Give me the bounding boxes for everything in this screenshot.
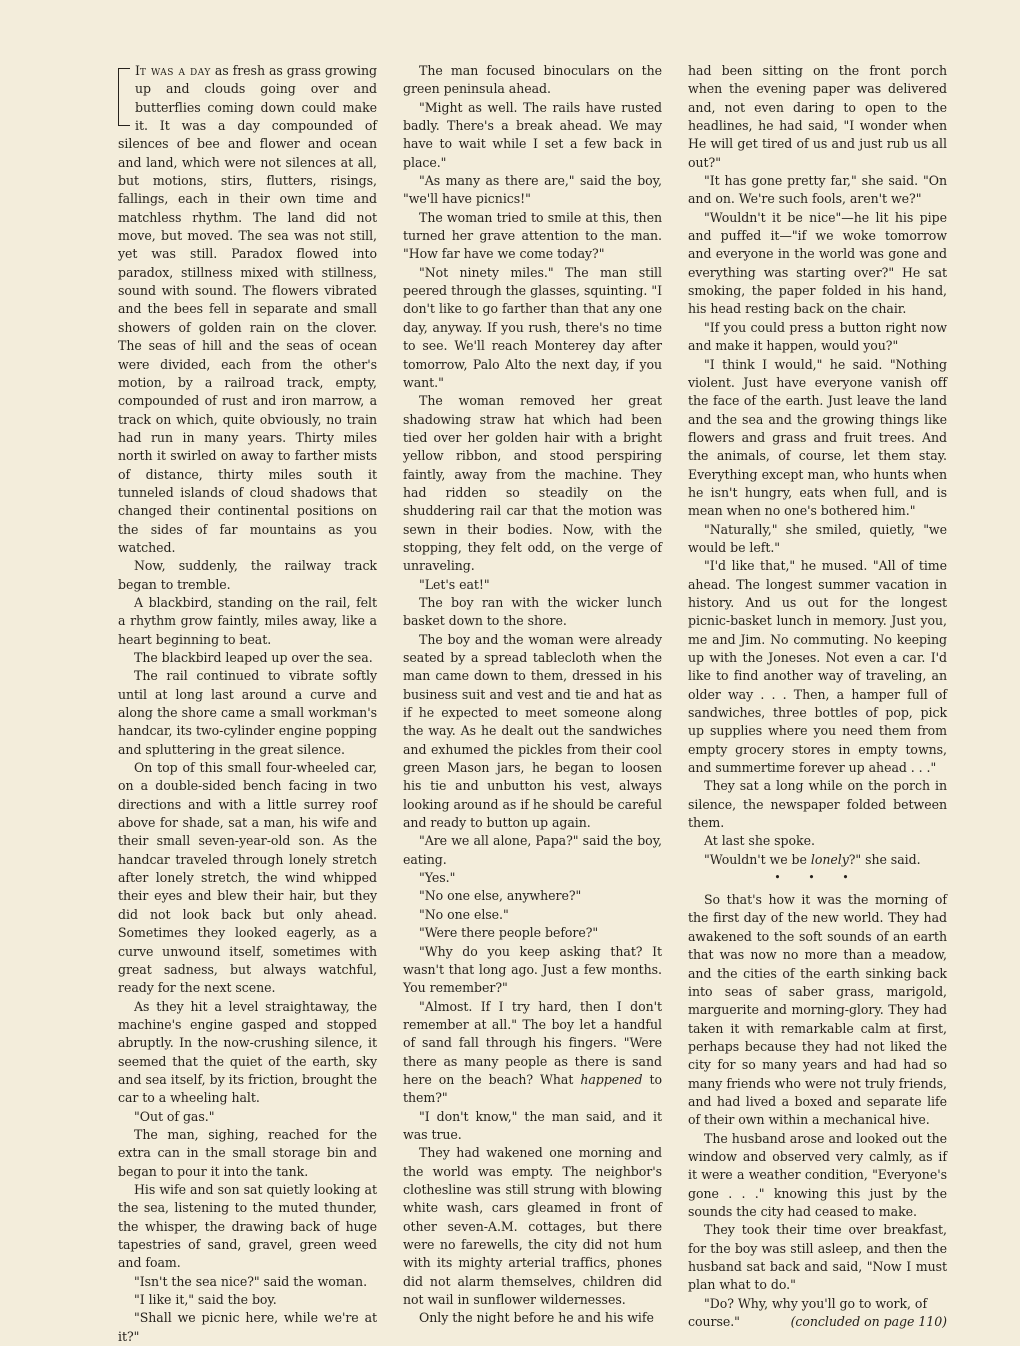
paragraph: "Out of gas." (134, 1108, 215, 1124)
paragraph: "No one else." (419, 906, 509, 922)
paragraph: They sat a long while on the porch in silence, the newspaper folded between them. (688, 778, 947, 831)
text-run: ?" she said. (848, 851, 921, 867)
text-run: "Do? Why, why you'll go to work, of (704, 1295, 928, 1311)
column-2 (403, 62, 662, 1346)
continued-on-page-note: (concluded on page 110) (790, 1314, 947, 1330)
paragraph: "Let's eat!" (419, 576, 490, 592)
paragraph: "As many as there are," said the boy, "we'll have picnics!" (403, 173, 662, 207)
paragraph: "Naturally," she smiled, quietly, "we would be left." (688, 521, 947, 555)
continued-paragraph: had been sitting on the front porch when the evening paper was delivered and, not even daring to open to the headlines, he had said, "I wonder when He will get tired of us and just rub us all out?" (688, 63, 947, 170)
closing-paragraph (688, 1295, 947, 1313)
emphasis-happened: happened (580, 1071, 643, 1087)
paragraph: "Might as well. The rails have rusted badly. There's a break ahead. We may have to wait while I set a few back in place." (403, 99, 662, 170)
paragraph: The rail continued to vibrate softly until at long last around a curve and along the shore came a small workman's handcar, its two-cylinder engine popping and spluttering in the great silence. (118, 668, 377, 757)
text-run: to them?" (403, 1071, 663, 1106)
column-1 (118, 62, 377, 1346)
paragraph: They took their time over breakfast, for the boy was still asleep, and then the husband sat back and said, "Now I must plan what to do." (688, 1222, 947, 1293)
paragraph: The woman removed her great shadowing straw hat which had been tied over her golden hair with a bright yellow ribbon, and stood perspiring faintly, away from the machine. They had ridden so steadily on the shuddering rail car that the motion was sewn in their bodies. Now, with the stopping, they felt odd, on the verge of unraveling. (403, 393, 662, 574)
text-run: "Almost. If I try hard, then I don't remember at all." The boy let a handful of sand fall through his fingers. "Were there as many people as there is sand here on the beach? What (403, 998, 662, 1087)
paragraph: "Why do you keep asking that? It wasn't that long ago. Just a few months. You remember?" (403, 943, 662, 996)
paragraph: At last she spoke. (704, 833, 815, 849)
paragraph: "If you could press a button right now and make it happen, would you?" (688, 319, 947, 354)
emphasis-lonely: lonely (810, 851, 849, 867)
paragraph: "I'd like that," he mused. "All of time ahead. The longest summer vacation in history. And us out for the longest picnic-basket lunch in memory. Just you, me and Jim. No commuting. No keeping up with the Joneses. Not even a car. I'd like to find another way of traveling, an older way . . . Then, a hamper full of sandwiches, three bottles of pop, pick up supplies where you need them from empty grocery stores in empty towns, and summertime forever up ahead . . ." (688, 558, 947, 776)
paragraph-lonely (688, 851, 947, 869)
text-run: "Wouldn't we be (704, 851, 811, 867)
opening-paragraph (118, 62, 377, 557)
paragraph: "Isn't the sea nice?" said the woman. (134, 1273, 368, 1289)
paragraph: "Were there people before?" (419, 925, 599, 941)
section-separator: • • • (774, 871, 861, 885)
paragraph: The boy and the woman were already seated by a spread tablecloth when the man came down to them, dressed in his business suit and vest and tie and hat as if he expected to meet someone along the way. As he dealt out the sandwiches and exhumed the pickles from their cool green Mason jars, he began to loosen his tie and unbutton his vest, always looking around as if he should be careful and ready to button up again. (403, 631, 662, 831)
paragraph: They had wakened one morning and the world was empty. The neighbor's clothesline was still strung with blowing white wash, cars gleamed in front of other seven-A.M. cottages, but there were no farewells, the city did not hum with its mighty arterial traffics, phones did not alarm themselves, children did not wail in sunflower wildernesses. (403, 1145, 662, 1308)
paragraph: "I think I would," he said. "Nothing violent. Just have everyone vanish off the face of the earth. Just leave the land and the sea and the growing things like flowers and grass and fruit trees. And the animals, of course, let them stay. Everything except man, who hunts when he isn't hungry, eats when full, and is mean when no one's bothered him." (688, 356, 947, 519)
paragraph: The woman tried to smile at this, then turned her grave attention to the man. "How far have we come today?" (403, 209, 662, 262)
last-word: course." (688, 1314, 740, 1330)
paragraph: "Yes." (419, 870, 456, 886)
paragraph: The blackbird leaped up over the sea. (134, 650, 373, 665)
paragraph: So that's how it was the morning of the first day of the new world. They had awakened to the soft sounds of an earth that was now no more than a meadow, and the cities of the earth sinking back into seas of saber grass, marigold, marguerite and morning-glory. They had taken it with remarkable calm at first, perhaps because they had not liked the city for so many years and had had so many friends who were not truly friends, and had lived a boxed and separate life of their own within a mechanical hive. (688, 892, 947, 1128)
paragraph: The man, sighing, reached for the extra can in the small storage bin and began to pour it into the tank. (118, 1126, 377, 1179)
paragraph: His wife and son sat quietly looking at the sea, listening to the muted thunder, the whisper, the drawing back of huge tapestries of sand, gravel, green weed and foam. (118, 1181, 377, 1271)
drop-cap-letter: I (135, 63, 140, 78)
paragraph: "Wouldn't it be nice"—he lit his pipe and puffed it—"if we woke tomorrow and everyone in the world was gone and everything was starting over?" He sat smoking, the paper folded in his hand, his head resting back on the chair. (688, 209, 947, 317)
paragraph: "No one else, anywhere?" (419, 888, 582, 904)
paragraph: "Shall we picnic here, while we're at it?" (118, 1310, 377, 1344)
column-3 (688, 62, 947, 1346)
paragraph: "It has gone pretty far," she said. "On and on. We're such fools, aren't we?" (688, 173, 947, 207)
paragraph: "Not ninety miles." The man still peered through the glasses, squinting. "I don't like to go farther than that any one day, anyway. If you rush, there's no time to see. We'll reach Monterey day after tomorrow, Palo Alto the next day, if you want." (403, 264, 662, 390)
paragraph: As they hit a level straightaway, the machine's engine gasped and stopped abruptly. In the now-crushing silence, it seemed that the quiet of the earth, sky and sea itself, by its friction, brought the car to a wheeling halt. (118, 998, 377, 1106)
paragraph: Only the night before he and his wife (419, 1310, 654, 1326)
paragraph-happened (403, 998, 662, 1108)
paragraph: "Are we all alone, Papa?" said the boy, eating. (403, 833, 662, 867)
text-columns (118, 62, 972, 1346)
paragraph: On top of this small four-wheeled car, on a double-sided bench facing in two directions and with a little surrey roof above for shade, sat a man, his wife and their small seven-year-old son. As the handcar traveled through lonely stretch after lonely stretch, the wind whipped their eyes and blew their hair, but they did not look back but only ahead. Sometimes they looked eagerly, as a curve unwound itself, sometimes with great sadness, but always watchful, ready for the next scene. (118, 760, 377, 996)
paragraph: The husband arose and looked out the window and observed very calmly, as if it were a weather condition, "Everyone's gone . . ." knowing this just by the sounds the city had ceased to make. (688, 1130, 947, 1219)
paragraph: "I don't know," the man said, and it was true. (403, 1108, 662, 1142)
opening-smallcaps: t was a day (139, 63, 211, 78)
continuation-row (688, 1313, 947, 1331)
paragraph: The boy ran with the wicker lunch basket down to the shore. (403, 594, 662, 629)
drop-cap-bracket (118, 68, 130, 126)
paragraph: The man focused binoculars on the green peninsula ahead. (403, 63, 662, 97)
paragraph: A blackbird, standing on the rail, felt a rhythm grow faintly, miles away, like a heart beginning to beat. (118, 594, 377, 647)
paragraph: "I like it," said the boy. (134, 1292, 277, 1308)
paragraph: Now, suddenly, the railway track began to tremble. (118, 558, 377, 592)
opening-text: as fresh as grass growing up and clouds going over and butterflies coming down could make it. It was a day compounded of silences of bee and flower and ocean and land, which were not silences at all, but motions, stirs, flutters, risings, fallings, each in their own time and matchless rhythm. The land did not move, but moved. The sea was not still, yet was still. Paradox flowed into paradox, stillness mixed with stillness, sound with sound. The flowers vibrated and the bees fell in separate and small showers of golden rain on the clover. The seas of hill and the seas of ocean were divided, each from the other's motion, by a railroad track, empty, compounded of rust and iron marrow, a track on which, quite obviously, no train had run in many years. Thirty miles north it swirled on away to farther mists of distance, thirty miles south it tunneled islands of cloud shadows that changed their continental positions on the sides of far mountains as you watched. (118, 63, 378, 555)
